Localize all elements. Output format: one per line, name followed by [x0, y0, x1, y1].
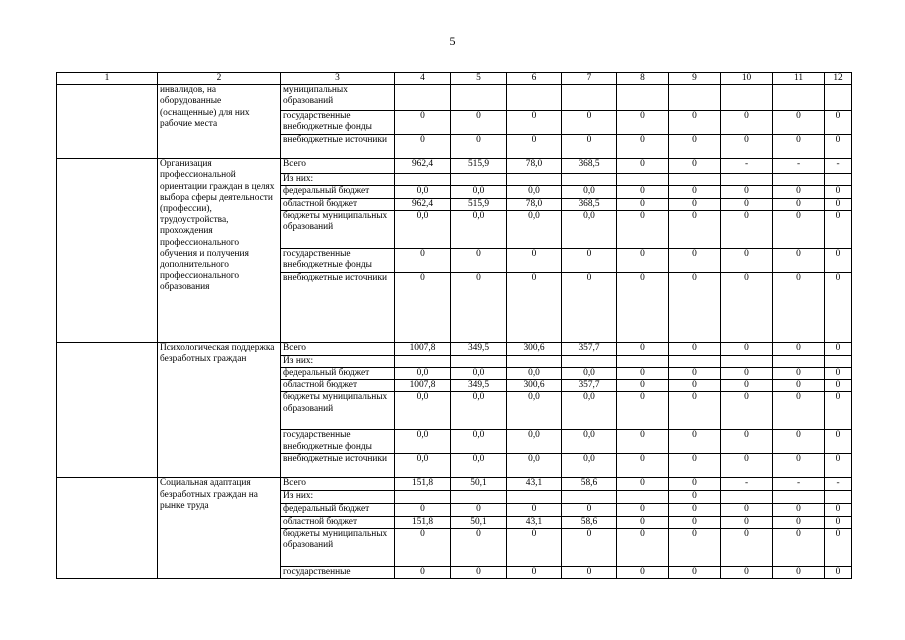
funding-value: 0 — [721, 380, 773, 392]
funding-value: 151,8 — [395, 516, 451, 528]
funding-value: 0 — [617, 454, 669, 478]
funding-source: муниципальных образований — [281, 85, 395, 111]
funding-value: 0 — [773, 135, 825, 159]
funding-value: 0 — [507, 272, 562, 342]
funding-value: 0 — [825, 135, 852, 159]
funding-value: - — [721, 478, 773, 491]
funding-source: бюджеты муниципальных образований — [281, 528, 395, 566]
funding-value — [451, 174, 507, 186]
column-header: 8 — [617, 73, 669, 85]
funding-value: 0,0 — [562, 454, 617, 478]
funding-value — [825, 85, 852, 111]
funding-value — [562, 355, 617, 367]
funding-source: внебюджетные источники — [281, 135, 395, 159]
funding-value: 0 — [669, 454, 721, 478]
funding-value: 0 — [617, 516, 669, 528]
funding-source: Всего — [281, 159, 395, 174]
funding-value: 0 — [507, 135, 562, 159]
funding-value: 1007,8 — [395, 380, 451, 392]
funding-value: 0 — [773, 503, 825, 516]
funding-value — [669, 174, 721, 186]
funding-value — [773, 85, 825, 111]
funding-value: 0 — [721, 198, 773, 210]
funding-value — [773, 174, 825, 186]
funding-value: 0 — [617, 248, 669, 272]
funding-value: 515,9 — [451, 198, 507, 210]
funding-source: Из них: — [281, 491, 395, 503]
funding-value: 0 — [669, 491, 721, 503]
funding-value: - — [721, 159, 773, 174]
column-header: 2 — [158, 73, 281, 85]
funding-value: 0 — [825, 342, 852, 355]
funding-value: 0 — [617, 111, 669, 135]
funding-value — [825, 355, 852, 367]
funding-value: 0 — [562, 111, 617, 135]
funding-value: 0 — [825, 392, 852, 430]
funding-value — [773, 355, 825, 367]
funding-value: 0 — [507, 111, 562, 135]
funding-value: 0 — [721, 342, 773, 355]
funding-value: 0 — [825, 210, 852, 248]
funding-value: 0,0 — [395, 454, 451, 478]
page-number: 5 — [449, 34, 456, 48]
funding-value: 78,0 — [507, 198, 562, 210]
funding-value: 0 — [721, 566, 773, 578]
column-header: 3 — [281, 73, 395, 85]
funding-source: бюджеты муниципальных образований — [281, 210, 395, 248]
funding-value: 0,0 — [451, 210, 507, 248]
funding-value: 0,0 — [507, 454, 562, 478]
funding-value: 0 — [825, 368, 852, 380]
funding-value — [825, 491, 852, 503]
funding-value: 0 — [617, 368, 669, 380]
measure-name — [57, 342, 158, 478]
funding-value: 0,0 — [562, 430, 617, 454]
funding-value: 0 — [451, 135, 507, 159]
measure-name — [57, 85, 158, 159]
funding-table — [56, 72, 852, 579]
column-header: 1 — [57, 73, 158, 85]
funding-value: 0 — [617, 430, 669, 454]
funding-value — [562, 174, 617, 186]
funding-value: 0 — [669, 528, 721, 566]
funding-value: 0 — [451, 503, 507, 516]
table-row — [57, 342, 852, 355]
funding-value: 151,8 — [395, 478, 451, 491]
funding-value: 0 — [562, 503, 617, 516]
funding-value: 0 — [773, 528, 825, 566]
funding-value: 0 — [721, 210, 773, 248]
funding-source: бюджеты муниципальных образований — [281, 392, 395, 430]
funding-value: 0 — [395, 528, 451, 566]
funding-value: 58,6 — [562, 478, 617, 491]
funding-value — [451, 491, 507, 503]
funding-value: 0,0 — [451, 430, 507, 454]
funding-value: 0 — [617, 380, 669, 392]
funding-value: 0 — [773, 111, 825, 135]
funding-value: 0 — [451, 272, 507, 342]
funding-value: 0 — [721, 430, 773, 454]
funding-value — [451, 85, 507, 111]
funding-value: 300,6 — [507, 380, 562, 392]
funding-value: 0 — [669, 392, 721, 430]
funding-value: 0 — [562, 135, 617, 159]
funding-value: 0 — [825, 186, 852, 198]
funding-value: 0,0 — [562, 392, 617, 430]
funding-value: 357,7 — [562, 380, 617, 392]
funding-value: 0 — [773, 186, 825, 198]
funding-value: 0,0 — [451, 186, 507, 198]
funding-value: 0 — [773, 380, 825, 392]
measure-description: инвалидов, на оборудованные (оснащенные) для них рабочие места — [158, 85, 281, 159]
funding-value: 1007,8 — [395, 342, 451, 355]
column-header: 9 — [669, 73, 721, 85]
funding-value — [395, 355, 451, 367]
funding-value: 0 — [825, 430, 852, 454]
funding-value: 368,5 — [562, 198, 617, 210]
funding-value: 357,7 — [562, 342, 617, 355]
funding-value: 0 — [721, 392, 773, 430]
funding-value: 0 — [721, 503, 773, 516]
funding-value: 0,0 — [507, 392, 562, 430]
column-header: 11 — [773, 73, 825, 85]
funding-value: 0 — [825, 248, 852, 272]
funding-value: 0 — [825, 380, 852, 392]
funding-value: 0 — [669, 516, 721, 528]
funding-value: 0 — [669, 503, 721, 516]
funding-value — [617, 174, 669, 186]
funding-value: 0 — [721, 111, 773, 135]
funding-value: 0 — [773, 430, 825, 454]
column-header: 12 — [825, 73, 852, 85]
funding-value: 0 — [617, 392, 669, 430]
funding-value: 0 — [825, 198, 852, 210]
funding-value: 0 — [669, 198, 721, 210]
funding-value: 0,0 — [562, 368, 617, 380]
funding-value: - — [825, 159, 852, 174]
funding-value: 0 — [562, 248, 617, 272]
funding-source: областной бюджет — [281, 380, 395, 392]
funding-value: 0 — [825, 503, 852, 516]
funding-value — [721, 355, 773, 367]
funding-value: 0 — [721, 186, 773, 198]
funding-value: 962,4 — [395, 198, 451, 210]
funding-value: 0 — [773, 454, 825, 478]
funding-value — [395, 174, 451, 186]
funding-value: - — [825, 478, 852, 491]
funding-source: государственные — [281, 566, 395, 578]
funding-value: 43,1 — [507, 478, 562, 491]
funding-source: внебюджетные источники — [281, 272, 395, 342]
funding-value: 0 — [395, 272, 451, 342]
funding-value: - — [773, 478, 825, 491]
table-row — [57, 478, 852, 491]
funding-value: 0 — [669, 210, 721, 248]
funding-value: 0 — [669, 248, 721, 272]
funding-value: 0 — [617, 198, 669, 210]
funding-value: 0 — [721, 368, 773, 380]
funding-value: 0 — [773, 566, 825, 578]
funding-value — [669, 85, 721, 111]
funding-value: 0 — [773, 272, 825, 342]
funding-value: 0 — [825, 454, 852, 478]
funding-value: 0 — [562, 272, 617, 342]
funding-value: 0,0 — [395, 368, 451, 380]
funding-value: 0 — [773, 342, 825, 355]
funding-value — [825, 174, 852, 186]
funding-value: 0 — [617, 566, 669, 578]
funding-source: федеральный бюджет — [281, 368, 395, 380]
funding-value: 0 — [617, 186, 669, 198]
funding-value: 58,6 — [562, 516, 617, 528]
funding-value — [562, 85, 617, 111]
funding-value: 0 — [451, 111, 507, 135]
funding-value: 349,5 — [451, 380, 507, 392]
measure-description: Психологическая поддержка безработных граждан — [158, 342, 281, 478]
measure-description: Организация профессиональной ориентации граждан в целях выбора сферы деятельности (профессии), трудоустройства, прохождения профессионального обучения и получения дополнительного профессионального образования — [158, 159, 281, 343]
measure-name — [57, 159, 158, 343]
column-header-row — [57, 73, 852, 85]
funding-value: 0,0 — [562, 186, 617, 198]
funding-source: Из них: — [281, 355, 395, 367]
funding-value: 0,0 — [507, 430, 562, 454]
funding-value: 0 — [721, 454, 773, 478]
column-header: 6 — [507, 73, 562, 85]
funding-value: 0 — [669, 272, 721, 342]
funding-value: 0 — [669, 159, 721, 174]
funding-source: федеральный бюджет — [281, 503, 395, 516]
funding-value: 0 — [395, 111, 451, 135]
funding-value: 43,1 — [507, 516, 562, 528]
funding-value — [395, 85, 451, 111]
funding-value: 0 — [395, 566, 451, 578]
funding-value — [721, 174, 773, 186]
funding-value: 0 — [773, 210, 825, 248]
funding-value: 0 — [507, 528, 562, 566]
funding-value: 0 — [562, 528, 617, 566]
funding-value: 0 — [825, 272, 852, 342]
funding-value — [617, 355, 669, 367]
funding-value: 0,0 — [395, 392, 451, 430]
funding-value: 0 — [562, 566, 617, 578]
funding-value — [617, 85, 669, 111]
funding-value: 0 — [669, 135, 721, 159]
funding-value: 0 — [773, 392, 825, 430]
funding-value: 0,0 — [562, 210, 617, 248]
column-header: 7 — [562, 73, 617, 85]
funding-value: 0 — [721, 516, 773, 528]
funding-value: - — [773, 159, 825, 174]
funding-value: 0 — [669, 430, 721, 454]
column-header: 5 — [451, 73, 507, 85]
funding-value: 0 — [721, 135, 773, 159]
funding-value: 78,0 — [507, 159, 562, 174]
funding-value: 0 — [825, 528, 852, 566]
funding-value: 0 — [669, 186, 721, 198]
funding-value: 962,4 — [395, 159, 451, 174]
funding-value: 0 — [617, 159, 669, 174]
funding-value: 0 — [617, 272, 669, 342]
funding-value: 0 — [669, 111, 721, 135]
funding-source: государственные внебюджетные фонды — [281, 248, 395, 272]
column-header: 10 — [721, 73, 773, 85]
column-header: 4 — [395, 73, 451, 85]
funding-source: федеральный бюджет — [281, 186, 395, 198]
funding-value — [617, 491, 669, 503]
funding-value: 50,1 — [451, 478, 507, 491]
funding-value: 0 — [721, 528, 773, 566]
funding-value: 368,5 — [562, 159, 617, 174]
funding-value — [507, 174, 562, 186]
funding-value: 0 — [617, 478, 669, 491]
funding-value: 0 — [773, 198, 825, 210]
funding-source: областной бюджет — [281, 516, 395, 528]
funding-source: областной бюджет — [281, 198, 395, 210]
funding-value: 0,0 — [395, 430, 451, 454]
funding-value: 0 — [721, 272, 773, 342]
funding-value: 0,0 — [451, 454, 507, 478]
funding-value: 0 — [669, 566, 721, 578]
table-row — [57, 159, 852, 174]
funding-value: 0,0 — [395, 210, 451, 248]
funding-value — [507, 491, 562, 503]
funding-value — [562, 491, 617, 503]
funding-value — [507, 355, 562, 367]
funding-value — [507, 85, 562, 111]
funding-value: 0 — [507, 248, 562, 272]
table-row — [57, 85, 852, 111]
funding-value — [773, 491, 825, 503]
funding-value: 0 — [825, 111, 852, 135]
funding-value: 0 — [669, 380, 721, 392]
funding-source: государственные внебюджетные фонды — [281, 430, 395, 454]
funding-value: 0 — [451, 528, 507, 566]
funding-value — [721, 85, 773, 111]
funding-value: 0 — [669, 368, 721, 380]
funding-value: 0 — [617, 210, 669, 248]
funding-value: 0,0 — [395, 186, 451, 198]
funding-value: 0 — [617, 342, 669, 355]
funding-source: внебюджетные источники — [281, 454, 395, 478]
funding-value: 0,0 — [507, 210, 562, 248]
funding-value: 0 — [617, 135, 669, 159]
funding-value: 0 — [773, 516, 825, 528]
funding-value: 50,1 — [451, 516, 507, 528]
funding-value: 0,0 — [507, 186, 562, 198]
funding-value: 0 — [395, 248, 451, 272]
funding-value: 0,0 — [451, 392, 507, 430]
funding-value — [451, 355, 507, 367]
funding-value: 515,9 — [451, 159, 507, 174]
funding-value: 0 — [669, 342, 721, 355]
funding-source: Из них: — [281, 174, 395, 186]
funding-value: 0,0 — [507, 368, 562, 380]
funding-value: 0 — [617, 528, 669, 566]
funding-value: 0 — [721, 248, 773, 272]
funding-source: Всего — [281, 342, 395, 355]
funding-value: 0 — [825, 566, 852, 578]
funding-value: 0 — [669, 478, 721, 491]
funding-value: 300,6 — [507, 342, 562, 355]
funding-value: 349,5 — [451, 342, 507, 355]
funding-value — [669, 355, 721, 367]
funding-value: 0 — [507, 503, 562, 516]
measure-description: Социальная адаптация безработных граждан на рынке труда — [158, 478, 281, 579]
funding-value: 0 — [507, 566, 562, 578]
funding-value: 0 — [773, 248, 825, 272]
funding-value: 0 — [617, 503, 669, 516]
measure-name — [57, 478, 158, 579]
funding-value: 0 — [825, 516, 852, 528]
funding-source: Всего — [281, 478, 395, 491]
funding-value: 0,0 — [451, 368, 507, 380]
funding-source: государственные внебюджетные фонды — [281, 111, 395, 135]
funding-value: 0 — [395, 135, 451, 159]
funding-value: 0 — [773, 368, 825, 380]
funding-value: 0 — [451, 248, 507, 272]
funding-value: 0 — [395, 503, 451, 516]
funding-value — [395, 491, 451, 503]
funding-value — [721, 491, 773, 503]
funding-value: 0 — [451, 566, 507, 578]
